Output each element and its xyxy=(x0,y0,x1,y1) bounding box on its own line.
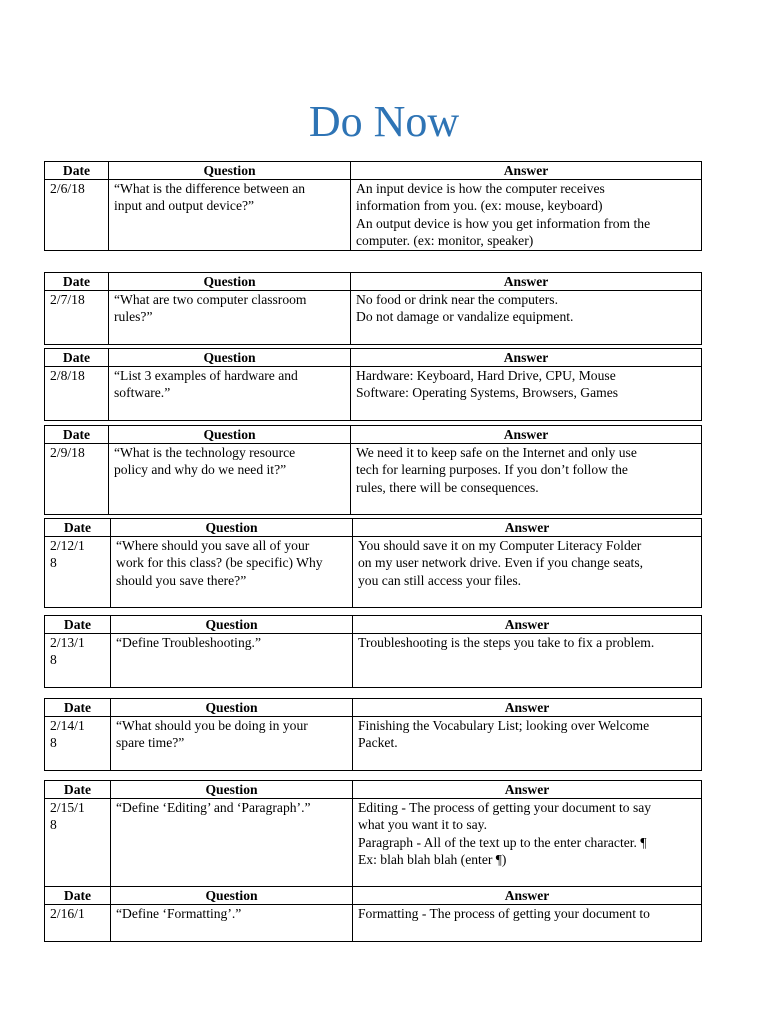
date-cell-line: 8 xyxy=(50,652,57,668)
date-cell-line: 8 xyxy=(50,817,57,833)
answer-cell xyxy=(351,444,702,515)
header-row xyxy=(45,887,702,905)
date-cell-line: 8 xyxy=(50,735,57,751)
answer-header: Answer xyxy=(353,616,702,634)
do-now-table xyxy=(44,425,702,515)
header-row xyxy=(45,162,702,180)
date-header: Date xyxy=(45,519,111,537)
question-cell xyxy=(111,634,353,688)
question-cell xyxy=(111,799,353,887)
do-now-table xyxy=(44,698,702,771)
question-cell-line: should you save there?” xyxy=(116,572,247,588)
answer-cell xyxy=(353,905,702,942)
do-now-table xyxy=(44,272,702,345)
question-header: Question xyxy=(109,349,351,367)
header-row xyxy=(45,781,702,799)
answer-cell-line: No food or drink near the computers. xyxy=(356,292,558,308)
answer-cell-line: An input device is how the computer receives xyxy=(356,181,605,197)
question-cell-line: “Define ‘Formatting’.” xyxy=(116,906,242,922)
question-header: Question xyxy=(111,887,353,905)
answer-cell xyxy=(351,367,702,421)
header-row xyxy=(45,699,702,717)
do-now-table xyxy=(44,780,702,942)
header-row xyxy=(45,349,702,367)
question-cell-line: “What is the technology resource xyxy=(114,445,296,461)
question-cell-line: “What are two computer classroom xyxy=(114,292,307,308)
header-row xyxy=(45,273,702,291)
question-header: Question xyxy=(111,519,353,537)
date-cell xyxy=(45,367,109,421)
question-cell xyxy=(109,180,351,251)
date-cell-line: 2/7/18 xyxy=(50,292,85,308)
answer-cell xyxy=(353,799,702,887)
date-cell-line: 2/14/1 xyxy=(50,718,85,734)
answer-header: Answer xyxy=(351,162,702,180)
entry-row xyxy=(45,537,702,608)
answer-cell-line: tech for learning purposes. If you don’t follow the xyxy=(356,462,628,478)
answer-cell-line: Troubleshooting is the steps you take to fix a problem. xyxy=(358,635,655,651)
header-row xyxy=(45,426,702,444)
date-header: Date xyxy=(45,887,111,905)
date-header: Date xyxy=(45,699,111,717)
date-header: Date xyxy=(45,426,109,444)
question-cell-line: input and output device?” xyxy=(114,198,255,214)
answer-cell xyxy=(351,180,702,251)
do-now-table xyxy=(44,518,702,608)
question-cell xyxy=(111,717,353,771)
question-cell-line: rules?” xyxy=(114,309,153,325)
question-cell-line: “What is the difference between an xyxy=(114,181,306,197)
answer-cell-line: Paragraph - All of the text up to the enter character. ¶ xyxy=(358,834,647,850)
question-cell-line: policy and why do we need it?” xyxy=(114,462,287,478)
do-now-table xyxy=(44,615,702,688)
answer-header: Answer xyxy=(351,426,702,444)
date-cell xyxy=(45,634,111,688)
date-header: Date xyxy=(45,273,109,291)
answer-cell-line: You should save it on my Computer Literacy Folder xyxy=(358,538,642,554)
date-header: Date xyxy=(45,616,111,634)
answer-cell-line: computer. (ex: monitor, speaker) xyxy=(356,232,534,248)
answer-cell-line: Do not damage or vandalize equipment. xyxy=(356,309,574,325)
answer-cell-line: Ex: blah blah blah (enter ¶) xyxy=(358,851,507,867)
date-header: Date xyxy=(45,781,111,799)
answer-cell-line: what you want it to say. xyxy=(358,817,487,833)
entry-row xyxy=(45,291,702,345)
date-cell xyxy=(45,717,111,771)
date-cell-line: 8 xyxy=(50,555,57,571)
answer-cell-line: Editing - The process of getting your document to say xyxy=(358,800,652,816)
date-cell-line: 2/13/1 xyxy=(50,635,85,651)
date-header: Date xyxy=(45,162,109,180)
page-title: Do Now xyxy=(308,97,460,146)
date-cell-line: 2/6/18 xyxy=(50,181,85,197)
date-cell-line: 2/12/1 xyxy=(50,538,85,554)
answer-cell-line: Packet. xyxy=(358,735,398,751)
header-row xyxy=(45,519,702,537)
question-cell-line: “What should you be doing in your xyxy=(116,718,308,734)
answer-header: Answer xyxy=(353,519,702,537)
entry-row xyxy=(45,367,702,421)
entry-row xyxy=(45,717,702,771)
date-header: Date xyxy=(45,349,109,367)
question-cell xyxy=(109,291,351,345)
question-cell xyxy=(109,444,351,515)
answer-header: Answer xyxy=(353,781,702,799)
question-cell-line: “Where should you save all of your xyxy=(116,538,310,554)
answer-cell xyxy=(353,717,702,771)
question-cell xyxy=(109,367,351,421)
question-cell xyxy=(111,537,353,608)
question-cell-line: software.” xyxy=(114,385,171,401)
entry-row xyxy=(45,180,702,251)
do-now-table xyxy=(44,161,702,251)
answer-cell xyxy=(353,537,702,608)
date-cell-line: 2/15/1 xyxy=(50,800,85,816)
date-cell-line: 2/8/18 xyxy=(50,368,85,384)
answer-cell xyxy=(351,291,702,345)
entry-row xyxy=(45,905,702,942)
answer-header: Answer xyxy=(353,887,702,905)
question-cell xyxy=(111,905,353,942)
answer-header: Answer xyxy=(351,273,702,291)
question-cell-line: “List 3 examples of hardware and xyxy=(114,368,298,384)
answer-cell xyxy=(353,634,702,688)
answer-cell-line: on my user network drive. Even if you change seats, xyxy=(358,555,644,571)
question-header: Question xyxy=(109,273,351,291)
question-header: Question xyxy=(109,426,351,444)
header-row xyxy=(45,616,702,634)
answer-cell-line: Finishing the Vocabulary List; looking over Welcome xyxy=(358,718,650,734)
question-cell-line: “Define Troubleshooting.” xyxy=(116,635,261,651)
answer-cell-line: information from you. (ex: mouse, keyboard) xyxy=(356,198,603,214)
date-cell-line: 2/9/18 xyxy=(50,445,85,461)
question-header: Question xyxy=(109,162,351,180)
date-cell xyxy=(45,291,109,345)
answer-cell-line: We need it to keep safe on the Internet and only use xyxy=(356,445,637,461)
answer-cell-line: Formatting - The process of getting your document to xyxy=(358,906,650,922)
question-header: Question xyxy=(111,781,353,799)
question-header: Question xyxy=(111,616,353,634)
question-cell-line: work for this class? (be specific) Why xyxy=(116,555,323,571)
entry-row xyxy=(45,444,702,515)
do-now-table xyxy=(44,348,702,421)
entry-row xyxy=(45,799,702,887)
date-cell xyxy=(45,905,111,942)
question-cell-line: spare time?” xyxy=(116,735,185,751)
date-cell-line: 2/16/1 xyxy=(50,906,85,922)
date-cell xyxy=(45,444,109,515)
answer-cell-line: rules, there will be consequences. xyxy=(356,479,539,495)
answer-cell-line: Hardware: Keyboard, Hard Drive, CPU, Mouse xyxy=(356,368,616,384)
answer-header: Answer xyxy=(351,349,702,367)
date-cell xyxy=(45,799,111,887)
entry-row xyxy=(45,634,702,688)
question-cell-line: “Define ‘Editing’ and ‘Paragraph’.” xyxy=(116,800,311,816)
date-cell xyxy=(45,537,111,608)
answer-cell-line: Software: Operating Systems, Browsers, Games xyxy=(356,385,619,401)
answer-header: Answer xyxy=(353,699,702,717)
answer-cell-line: you can still access your files. xyxy=(358,572,522,588)
answer-cell-line: An output device is how you get information from the xyxy=(356,215,651,231)
question-header: Question xyxy=(111,699,353,717)
date-cell xyxy=(45,180,109,251)
